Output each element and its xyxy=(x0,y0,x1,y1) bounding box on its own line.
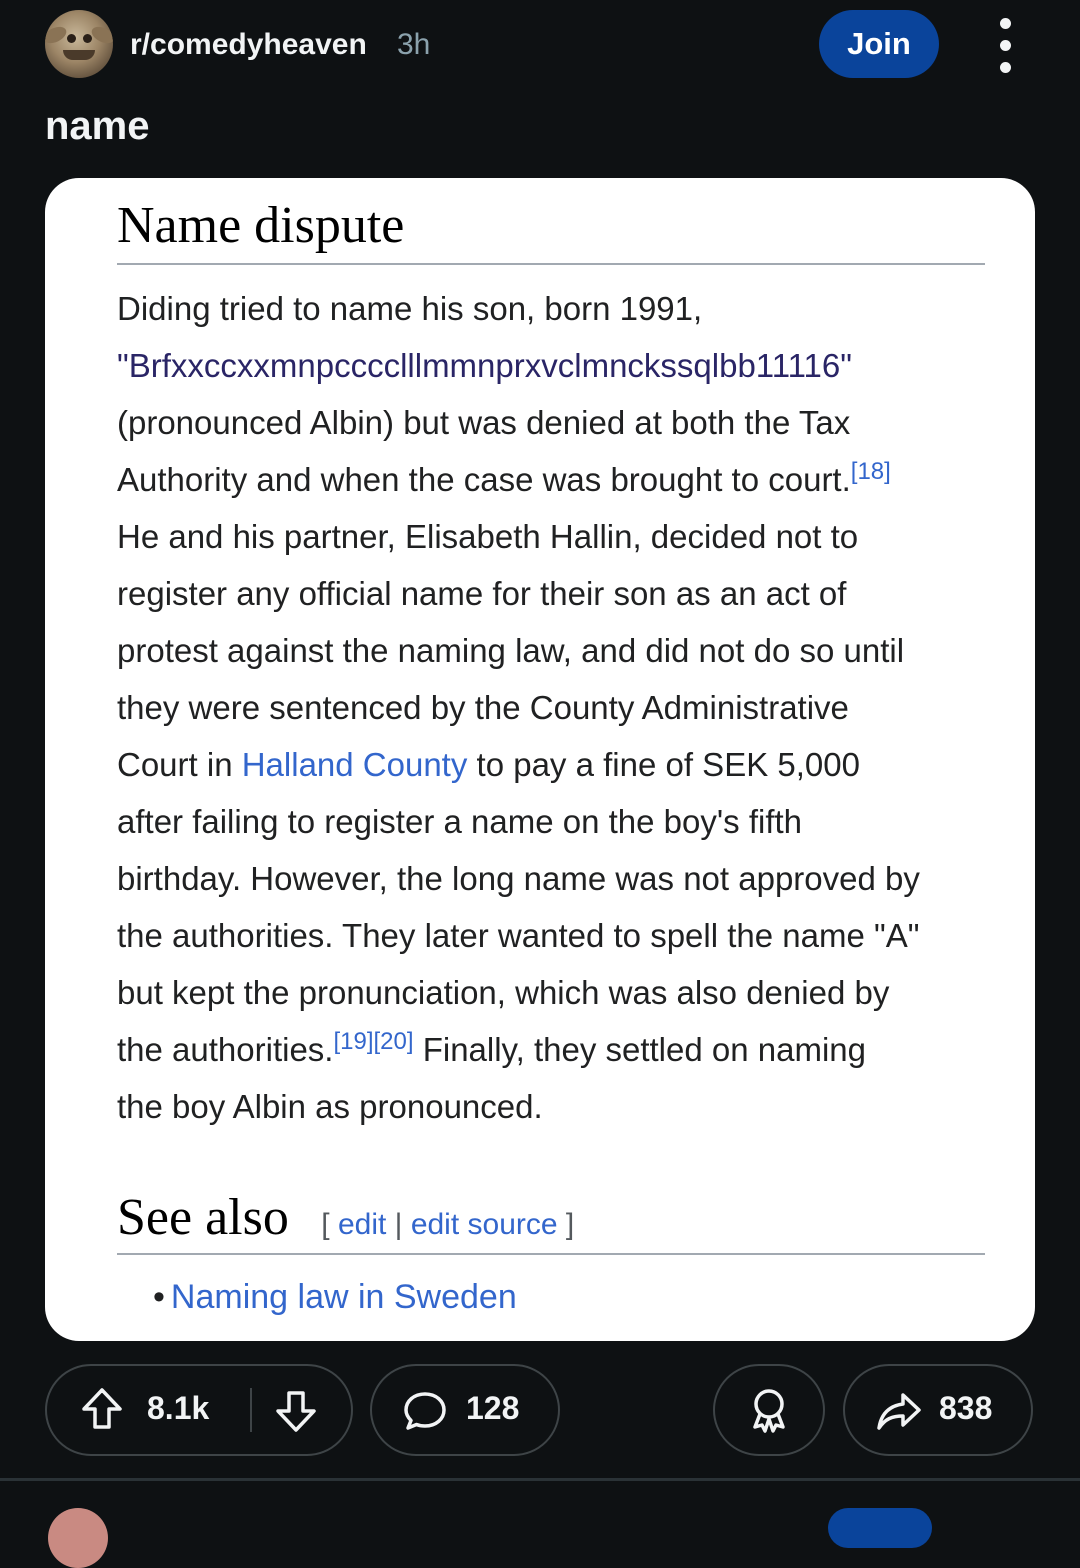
post-age: 3h xyxy=(397,28,431,61)
share-count: 838 xyxy=(939,1390,993,1426)
wiki-heading-see-also xyxy=(117,1188,985,1255)
separator: | xyxy=(386,1208,411,1241)
post-title[interactable]: name xyxy=(45,104,150,148)
wiki-line: but kept the pronunciation, which was also denied by xyxy=(117,974,890,1011)
wiki-line: the authorities. They later wanted to spell the name "A" xyxy=(117,917,920,954)
wiki-line: He and his partner, Elisabeth Hallin, decided not to xyxy=(117,518,859,555)
wiki-line: (pronounced Albin) but was denied at both the Tax xyxy=(117,404,851,441)
bracket: ] xyxy=(557,1208,575,1241)
naming-law-link[interactable]: Naming law in Sweden xyxy=(170,1278,517,1316)
wiki-line: Diding tried to name his son, born 1991, xyxy=(117,290,703,327)
wiki-text: Authority and when the case was brought to court. xyxy=(117,461,851,498)
upvote-icon[interactable] xyxy=(79,1386,125,1432)
wiki-line: they were sentenced by the County Administrative xyxy=(117,689,849,726)
post-image[interactable] xyxy=(45,178,1035,1341)
post-divider xyxy=(0,1478,1080,1481)
wiki-line xyxy=(117,451,997,508)
comment-count: 128 xyxy=(466,1390,520,1426)
vote-divider xyxy=(250,1388,252,1432)
halland-county-link[interactable]: Halland County xyxy=(241,746,468,783)
downvote-icon[interactable] xyxy=(273,1388,319,1434)
wiki-paragraph xyxy=(117,280,997,1135)
subreddit-name[interactable]: r/comedyheaven xyxy=(130,28,367,61)
wiki-text: Court in xyxy=(117,746,242,783)
next-post-avatar[interactable] xyxy=(48,1508,108,1568)
join-button[interactable]: Join xyxy=(819,10,939,78)
comment-icon xyxy=(402,1388,448,1434)
wiki-line xyxy=(117,1021,997,1078)
edit-link[interactable]: edit xyxy=(337,1208,387,1241)
long-name-text: "Brfxxccxxmnpcccclllmmnprxvclmnckssqlbb11116" xyxy=(117,347,852,384)
post-header xyxy=(45,10,1035,80)
wiki-line: birthday. However, the long name was not approved by xyxy=(117,860,920,897)
post-actions xyxy=(45,1364,1035,1456)
citation-link[interactable]: [19][20] xyxy=(333,1028,414,1055)
list-item xyxy=(153,1278,517,1317)
wiki-text: to pay a fine of SEK 5,000 xyxy=(467,746,860,783)
citation-link[interactable]: [18] xyxy=(850,458,891,485)
see-also-title: See also xyxy=(117,1189,289,1246)
wiki-heading-name-dispute: Name dispute xyxy=(117,196,985,265)
award-icon xyxy=(748,1387,790,1433)
share-icon xyxy=(875,1390,923,1432)
bullet-icon: • xyxy=(153,1278,165,1316)
wiki-text: the authorities. xyxy=(117,1031,334,1068)
bracket: [ xyxy=(321,1208,338,1241)
next-post-join-button[interactable] xyxy=(828,1508,932,1548)
wiki-line xyxy=(117,736,997,793)
comments-button[interactable] xyxy=(370,1364,560,1456)
wiki-text: Finally, they settled on naming xyxy=(413,1031,866,1068)
award-button[interactable] xyxy=(713,1364,825,1456)
vote-bar xyxy=(45,1364,353,1456)
share-button[interactable] xyxy=(843,1364,1033,1456)
edit-section-links xyxy=(321,1208,574,1241)
wiki-line: the boy Albin as pronounced. xyxy=(117,1088,543,1125)
vote-count: 8.1k xyxy=(147,1390,210,1426)
wiki-line: after failing to register a name on the boy's fifth xyxy=(117,803,803,840)
subreddit-avatar[interactable] xyxy=(45,10,113,78)
wiki-line: register any official name for their son as an act of xyxy=(117,575,847,612)
wiki-line: protest against the naming law, and did not do so until xyxy=(117,632,905,669)
more-options-icon[interactable] xyxy=(990,18,1020,74)
edit-source-link[interactable]: edit source xyxy=(410,1208,558,1241)
